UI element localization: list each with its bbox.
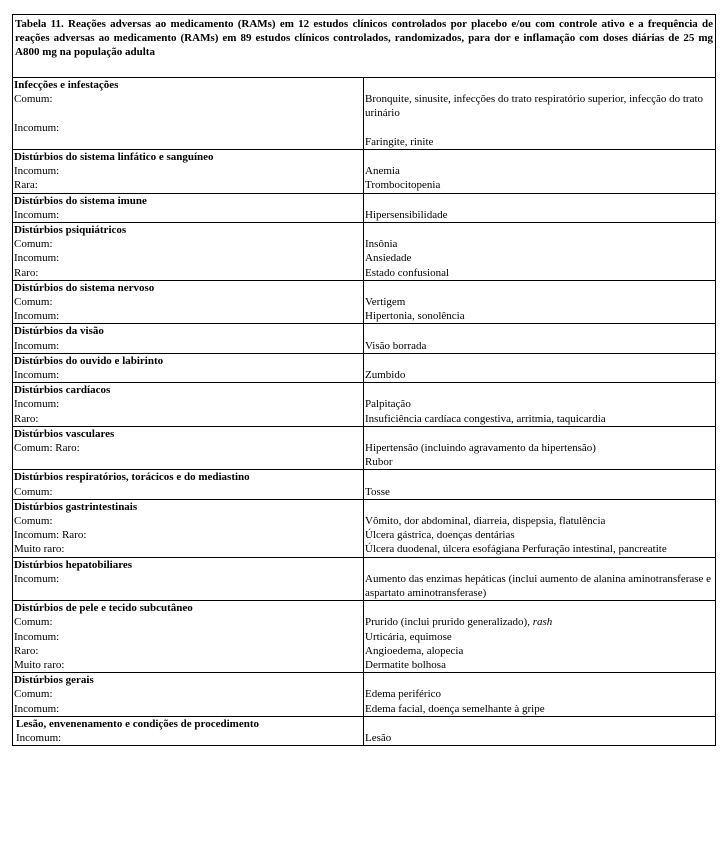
section-reaction-cell bbox=[364, 280, 716, 324]
section-row bbox=[13, 280, 716, 324]
title-spacer bbox=[365, 281, 714, 295]
title-spacer bbox=[365, 150, 714, 164]
reaction-text bbox=[365, 542, 714, 556]
reaction-text bbox=[365, 295, 714, 309]
reaction-text bbox=[365, 644, 714, 658]
reaction-main: Vômito, dor abdominal, diarreia, dispepsia, flatulência bbox=[365, 515, 606, 528]
frequency-label: Comum: bbox=[14, 616, 53, 629]
section-row bbox=[13, 193, 716, 222]
section-frequency-cell bbox=[13, 353, 364, 382]
section-title: Distúrbios vasculares bbox=[14, 427, 115, 440]
title-spacer bbox=[365, 470, 714, 484]
reaction-main: Zumbido bbox=[365, 369, 406, 382]
reaction-text bbox=[365, 528, 714, 542]
reaction-main: Vertigem bbox=[365, 296, 406, 308]
reaction-text bbox=[365, 251, 714, 265]
title-spacer bbox=[365, 354, 714, 368]
reaction-text bbox=[365, 397, 714, 411]
adverse-reactions-table bbox=[12, 14, 716, 746]
section-reaction-cell bbox=[364, 601, 716, 673]
reaction-main: Edema periférico bbox=[365, 688, 442, 701]
section-reaction-cell bbox=[364, 499, 716, 557]
frequency-label: Comum: bbox=[14, 296, 53, 309]
reaction-text bbox=[365, 309, 714, 323]
reaction-main: Insuficiência cardíaca congestiva, arritmia, taquicardia bbox=[365, 412, 606, 425]
reaction-main: Dermatite bolhosa bbox=[365, 659, 446, 672]
reaction-main: Faringite, rinite bbox=[365, 135, 434, 148]
reaction-main: Bronquite, sinusite, infecções do trato respiratório superior, infecção do trato urinário bbox=[365, 93, 704, 120]
frequency-label: Rara: bbox=[14, 179, 38, 192]
reaction-main: Aumento das enzimas hepáticas (inclui aumento de alanina aminotransferase e aspartato aminotransferase) bbox=[365, 572, 712, 600]
reaction-main: Palpitação bbox=[365, 398, 411, 411]
section-row bbox=[13, 149, 716, 193]
frequency-label: Incomum: bbox=[14, 398, 60, 411]
frequency-label: Incomum: bbox=[16, 732, 62, 745]
section-reaction-cell bbox=[364, 716, 716, 745]
section-reaction-cell bbox=[364, 149, 716, 193]
frequency-label: Incomum: bbox=[14, 630, 60, 643]
frequency-label: Incomum: bbox=[14, 121, 60, 134]
reaction-main: Tosse bbox=[365, 485, 390, 498]
section-title: Distúrbios respiratórios, torácicos e do mediastino bbox=[14, 471, 250, 484]
frequency-label: Incomum: bbox=[14, 369, 60, 382]
frequency-label: Comum: bbox=[14, 515, 53, 528]
frequency-label: Incomum: bbox=[14, 165, 60, 178]
reaction-text bbox=[365, 412, 714, 426]
section-frequency-cell bbox=[13, 324, 364, 353]
reaction-text bbox=[365, 266, 714, 280]
frequency-label bbox=[14, 106, 362, 120]
title-spacer bbox=[365, 717, 714, 731]
frequency-label: Comum: Raro: bbox=[14, 442, 80, 455]
section-reaction-cell bbox=[364, 78, 716, 150]
section-title: Distúrbios gerais bbox=[14, 674, 94, 687]
reaction-main: Anemia bbox=[365, 165, 400, 178]
reaction-text bbox=[365, 164, 714, 178]
reaction-text bbox=[365, 208, 714, 222]
frequency-label: Incomum: bbox=[14, 702, 60, 715]
section-reaction-cell bbox=[364, 426, 716, 470]
section-title: Distúrbios do ouvido e labirinto bbox=[14, 354, 164, 367]
reaction-main: Insônia bbox=[365, 238, 398, 251]
section-frequency-cell bbox=[13, 716, 364, 745]
frequency-label: Incomum: bbox=[14, 208, 60, 221]
section-reaction-cell bbox=[364, 353, 716, 382]
section-row bbox=[13, 716, 716, 745]
table-caption: Tabela 11. Reações adversas ao medicamento (RAMs) em 12 estudos clínicos controlados por placebo e/ou com controle ativo e a frequência de reações adversas ao medicamento (RAMs) em 89 estudos clínicos controlados, randomizados, para dor e inflamação com doses diárias de 25 mg A800 mg na população adulta bbox=[13, 15, 716, 78]
reaction-text bbox=[365, 514, 714, 528]
section-title: Infecções e infestações bbox=[14, 79, 119, 91]
frequency-label: Incomum: Raro: bbox=[14, 529, 87, 542]
section-frequency-cell bbox=[13, 193, 364, 222]
title-spacer bbox=[365, 427, 714, 441]
reaction-text bbox=[365, 615, 714, 629]
frequency-label: Muito raro: bbox=[14, 543, 65, 556]
frequency-label: Comum: bbox=[14, 93, 53, 106]
section-row bbox=[13, 383, 716, 427]
section-frequency-cell bbox=[13, 601, 364, 673]
reaction-main: Lesão bbox=[365, 732, 392, 745]
title-spacer bbox=[365, 324, 714, 338]
reaction-main: Úlcera gástrica, doenças dentárias bbox=[365, 529, 515, 542]
section-reaction-cell bbox=[364, 673, 716, 717]
section-title: Distúrbios do sistema nervoso bbox=[14, 281, 155, 294]
section-row bbox=[13, 324, 716, 353]
section-reaction-cell bbox=[364, 193, 716, 222]
frequency-label: Comum: bbox=[14, 238, 53, 251]
section-frequency-cell bbox=[13, 223, 364, 281]
section-title: Distúrbios de pele e tecido subcutâneo bbox=[14, 602, 193, 615]
reaction-text bbox=[365, 339, 714, 353]
reaction-text bbox=[365, 572, 714, 600]
caption-row bbox=[13, 15, 716, 78]
reaction-main: Úlcera duodenal, úlcera esofágiana Perfuração intestinal, pancreatite bbox=[365, 543, 667, 556]
section-frequency-cell bbox=[13, 426, 364, 470]
title-spacer bbox=[365, 558, 714, 572]
section-row bbox=[13, 499, 716, 557]
section-row bbox=[13, 426, 716, 470]
reaction-italic: rash bbox=[532, 616, 553, 629]
reaction-text bbox=[365, 485, 714, 499]
document-page bbox=[12, 14, 715, 746]
section-reaction-cell bbox=[364, 324, 716, 353]
section-frequency-cell bbox=[13, 78, 364, 150]
reaction-text bbox=[365, 178, 714, 192]
reaction-text bbox=[365, 92, 714, 120]
section-frequency-cell bbox=[13, 557, 364, 601]
section-frequency-cell bbox=[13, 149, 364, 193]
section-frequency-cell bbox=[13, 673, 364, 717]
section-frequency-cell bbox=[13, 499, 364, 557]
section-row bbox=[13, 673, 716, 717]
frequency-label: Raro: bbox=[14, 644, 39, 657]
section-row bbox=[13, 470, 716, 499]
reaction-text bbox=[365, 630, 714, 644]
reaction-text bbox=[365, 455, 714, 469]
frequency-label bbox=[14, 455, 362, 469]
section-frequency-cell bbox=[13, 470, 364, 499]
frequency-label: Comum: bbox=[14, 485, 53, 498]
frequency-label: Incomum: bbox=[14, 572, 60, 585]
section-title: Distúrbios hepatobiliares bbox=[14, 558, 133, 571]
reaction-main: Visão borrada bbox=[365, 339, 427, 352]
title-spacer bbox=[365, 194, 714, 208]
reaction-main: Ansiedade bbox=[365, 252, 412, 265]
title-spacer bbox=[365, 673, 714, 687]
title-spacer bbox=[365, 500, 714, 514]
section-row bbox=[13, 601, 716, 673]
reaction-text bbox=[365, 702, 714, 716]
section-reaction-cell bbox=[364, 470, 716, 499]
section-title: Distúrbios do sistema imune bbox=[14, 194, 147, 207]
frequency-label: Incomum: bbox=[14, 339, 60, 352]
title-spacer bbox=[365, 223, 714, 237]
reaction-main: Angioedema, alopecia bbox=[365, 644, 464, 657]
reaction-text bbox=[365, 368, 714, 382]
section-row bbox=[13, 78, 716, 150]
reaction-main: Hipertonia, sonolência bbox=[365, 310, 465, 323]
reaction-text bbox=[365, 658, 714, 672]
reaction-text bbox=[365, 731, 714, 745]
section-title: Distúrbios do sistema linfático e sanguíneo bbox=[14, 150, 214, 163]
reaction-main: Hipersensibilidade bbox=[365, 208, 448, 221]
title-spacer bbox=[365, 601, 714, 615]
reaction-main: Hipertensão (incluindo agravamento da hipertensão) bbox=[365, 442, 596, 455]
reaction-text bbox=[365, 441, 714, 455]
reaction-text bbox=[365, 135, 714, 149]
section-title: Distúrbios psiquiátricos bbox=[14, 224, 127, 236]
frequency-label: Raro: bbox=[14, 266, 39, 279]
reaction-main: Rubor bbox=[365, 456, 393, 469]
frequency-label: Raro: bbox=[14, 412, 39, 425]
section-reaction-cell bbox=[364, 383, 716, 427]
section-title: Distúrbios cardíacos bbox=[14, 384, 111, 397]
section-row bbox=[13, 223, 716, 281]
frequency-label: Comum: bbox=[14, 688, 53, 701]
section-row bbox=[13, 557, 716, 601]
section-frequency-cell bbox=[13, 383, 364, 427]
reaction-text bbox=[365, 687, 714, 701]
section-row bbox=[13, 353, 716, 382]
section-title: Distúrbios da visão bbox=[14, 325, 104, 338]
section-title: Lesão, envenenamento e condições de procedimento bbox=[16, 717, 259, 730]
section-reaction-cell bbox=[364, 223, 716, 281]
reaction-main: Edema facial, doença semelhante à gripe bbox=[365, 702, 545, 715]
reaction-main: Trombocitopenia bbox=[365, 179, 441, 192]
section-frequency-cell bbox=[13, 280, 364, 324]
frequency-label: Incomum: bbox=[14, 310, 60, 323]
title-spacer bbox=[365, 78, 714, 92]
reaction-main: Urticária, equimose bbox=[365, 630, 452, 643]
title-spacer bbox=[365, 383, 714, 397]
reaction-main: Prurido (inclui prurido generalizado), bbox=[365, 616, 533, 629]
reaction-text bbox=[365, 121, 714, 135]
reaction-main: Estado confusional bbox=[365, 266, 450, 279]
section-reaction-cell bbox=[364, 557, 716, 601]
section-title: Distúrbios gastrintestinais bbox=[14, 500, 138, 513]
frequency-label: Muito raro: bbox=[14, 659, 65, 672]
reaction-text bbox=[365, 237, 714, 251]
frequency-label: Incomum: bbox=[14, 252, 60, 265]
